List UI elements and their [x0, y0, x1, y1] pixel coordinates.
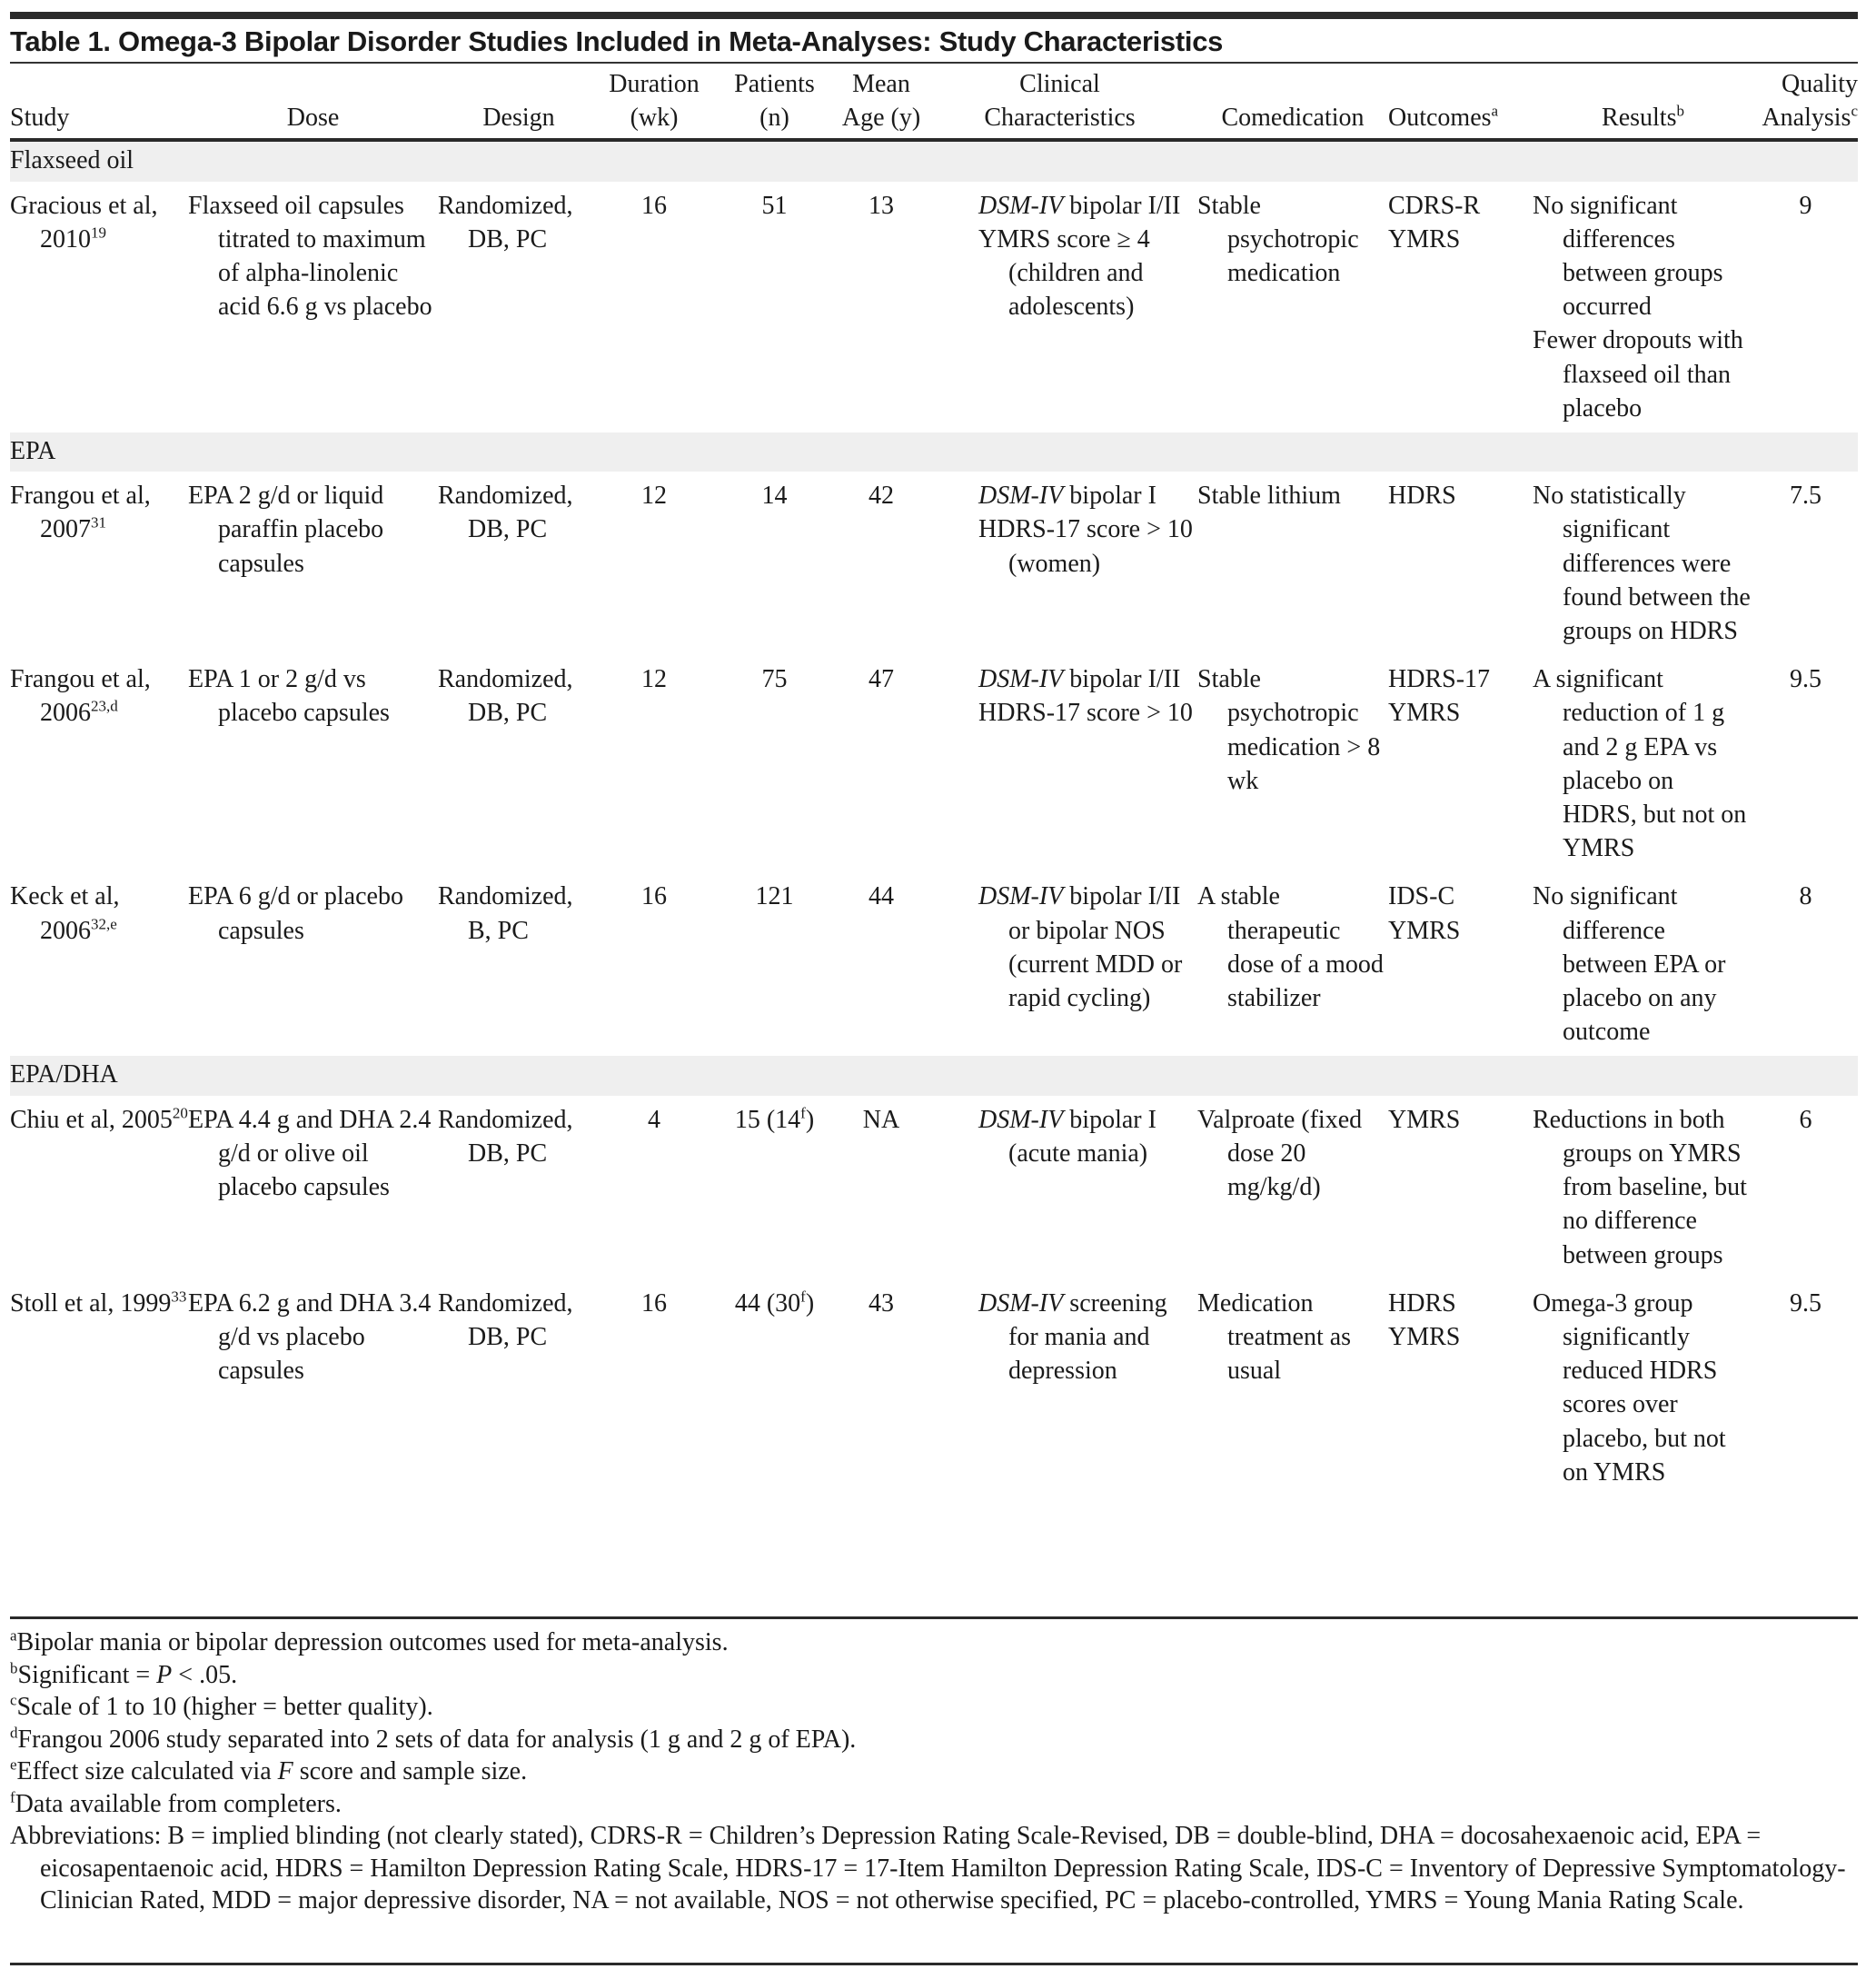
study-characteristics-table: [10, 67, 1858, 1497]
footnote-mark: d: [10, 1724, 18, 1742]
comedication-cell: [1197, 1279, 1388, 1497]
results-cell: [1533, 182, 1753, 433]
col-results-label: Results: [1602, 104, 1677, 133]
footnote-ref: f: [800, 1288, 806, 1306]
footnote-mark: c: [10, 1691, 17, 1709]
patients-count: 44 (30: [734, 1288, 801, 1318]
study-citation: Keck et al, 2006: [10, 882, 120, 945]
col-age-line2: Age (y): [841, 104, 921, 133]
abbreviations: Abbreviations: B = implied blinding (not clearly stated), CDRS-R = Children’s Depression Rating Scale-Revised, DB = double-blind, DHA = docosahexaenoic acid, EPA = eicosapentaenoic acid, HDRS = Hamilton Depression Rating Scale, HDRS-17 = 17-Item Hamilton Depression Rating Scale, IDS-C = Inventory of Depressive Symptomatology-Clinician Rated, MDD = major depressive disorder, NA = not available, NOS = not otherwise specified, PC = placebo-controlled, YMRS = Young Mania Rating Scale.: [10, 1822, 1846, 1914]
comedication-cell: [1197, 182, 1388, 433]
footnote-text: Frangou 2006 study separated into 2 sets of data for analysis (1 g and 2 g of EPA).: [17, 1725, 857, 1754]
age-cell: 42: [869, 482, 894, 511]
patients-cell: [709, 182, 840, 433]
result-paragraph: No statistically significant differences were found between the groups on HDRS: [1533, 482, 1751, 646]
dose-text: EPA 4.4 g and DHA 2.4 g/d or olive oil placebo capsules: [188, 1105, 432, 1202]
study-cell: [10, 1096, 188, 1279]
design-cell: [438, 1279, 600, 1497]
design-cell: [438, 182, 600, 433]
patients-cell: [709, 655, 840, 872]
patients-count: 121: [755, 882, 794, 911]
footnote-text: Scale of 1 to 10 (higher = better quality).: [16, 1693, 433, 1721]
criteria-name: DSM-IV: [978, 1105, 1064, 1134]
study-name: [10, 1287, 188, 1320]
table-title: Table 1. Omega-3 Bipolar Disorder Studies Included in Meta-Analyses: Study Characteristics: [10, 25, 1224, 57]
col-duration-line2: (wk): [630, 104, 679, 133]
reference-superscript: 32,e: [91, 915, 117, 933]
reference-superscript: 19: [91, 224, 106, 242]
comedication-text: Stable psychotropic medication > 8 wk: [1197, 665, 1381, 795]
outcome-item: YMRS: [1388, 916, 1461, 945]
outcome-item: HDRS: [1388, 482, 1456, 511]
results-cell: [1533, 472, 1753, 655]
design-text: Randomized, DB, PC: [438, 191, 573, 254]
dose-text: EPA 2 g/d or liquid paraffin placebo capsules: [188, 482, 384, 578]
col-patients-line2: (n): [759, 104, 789, 133]
dose-cell: [188, 872, 438, 1056]
clinical-paragraph: [978, 223, 1197, 324]
comedication-text: Stable psychotropic medication: [1197, 191, 1359, 288]
footnote: [10, 1691, 1858, 1724]
study-name: [10, 1103, 188, 1137]
reference-superscript: 23,d: [91, 698, 118, 716]
results-cell: [1533, 1279, 1753, 1497]
footnote-text: Significant =: [17, 1660, 157, 1689]
footnote: [10, 1755, 1858, 1788]
dose-text: Flaxseed oil capsules titrated to maximum of alpha-linolenic acid 6.6 g vs placebo: [188, 191, 432, 322]
footnote-mark: b: [10, 1659, 18, 1677]
patients-cell: [709, 472, 840, 655]
duration-cell: 16: [641, 1288, 667, 1318]
quality-cell: 9.5: [1790, 1288, 1821, 1318]
table-row: [10, 655, 1858, 872]
dose-cell: [188, 472, 438, 655]
clinical-paragraph: [978, 479, 1197, 512]
col-design: Design: [438, 67, 600, 140]
result-paragraph: No significant differences between groups occurred: [1533, 191, 1723, 322]
clinical-cell: [922, 472, 1197, 655]
top-rule: [10, 12, 1858, 19]
footnote: [10, 1659, 1858, 1692]
reference-superscript: 31: [91, 514, 106, 532]
col-age-line1: Mean: [852, 70, 910, 98]
design-text: Randomized, DB, PC: [438, 482, 573, 544]
clinical-paragraph: [978, 189, 1197, 223]
outcomes-cell: [1388, 472, 1533, 655]
study-name: [10, 479, 188, 546]
duration-cell: 16: [641, 191, 667, 220]
clinical-text: screening for mania and depression: [1008, 1288, 1167, 1386]
clinical-paragraph: [978, 662, 1197, 696]
clinical-paragraph: [978, 1103, 1197, 1170]
design-cell: [438, 655, 600, 872]
comedication-cell: [1197, 872, 1388, 1056]
table-row: [10, 872, 1858, 1056]
quality-cell: 6: [1799, 1105, 1812, 1134]
quality-cell: 9: [1799, 191, 1812, 220]
col-patients: [709, 67, 840, 140]
criteria-name: DSM-IV: [978, 665, 1064, 694]
footnote-ref: f: [800, 1104, 806, 1122]
clinical-paragraph: [978, 1287, 1197, 1388]
reference-superscript: 33: [171, 1288, 187, 1306]
footnote-mark: f: [10, 1788, 15, 1806]
outcome-item: HDRS: [1388, 1288, 1456, 1318]
comedication-text: Medication treatment as usual: [1197, 1288, 1352, 1386]
section-label: EPA/DHA: [10, 1056, 1858, 1095]
clinical-text: YMRS score ≥ 4 (children and adolescents): [978, 224, 1150, 322]
table-body: [10, 140, 1858, 1497]
duration-cell: 12: [641, 482, 667, 511]
section-label: EPA: [10, 433, 1858, 472]
footnote-mark: a: [10, 1626, 17, 1645]
patients-count: 14: [761, 482, 788, 511]
patients-count: 51: [761, 191, 788, 220]
age-cell: NA: [862, 1105, 900, 1134]
reference-superscript: 20: [172, 1104, 188, 1122]
section-label: Flaxseed oil: [10, 140, 1858, 181]
criteria-name: DSM-IV: [978, 482, 1064, 511]
table-row: [10, 1096, 1858, 1279]
dose-cell: [188, 1096, 438, 1279]
clinical-text: bipolar I/II or bipolar NOS (current MDD or rapid cycling): [1008, 882, 1183, 1013]
clinical-text: HDRS-17 score > 10: [978, 699, 1193, 728]
footnote-italic: P: [156, 1660, 173, 1689]
title-rule: [10, 62, 1858, 64]
quality-cell: 8: [1799, 882, 1812, 911]
study-name: [10, 189, 188, 256]
clinical-cell: [922, 1096, 1197, 1279]
duration-cell: 12: [641, 665, 667, 694]
clinical-cell: [922, 872, 1197, 1056]
footnote-text: Effect size calculated via: [16, 1757, 278, 1785]
col-clinical-line2: Characteristics: [984, 104, 1136, 133]
age-cell: 43: [869, 1288, 894, 1318]
col-duration-line1: Duration: [609, 70, 700, 98]
outcome-item: YMRS: [1388, 1322, 1461, 1351]
footnote-ref: c: [1851, 102, 1858, 120]
table-row: [10, 472, 1858, 655]
design-cell: [438, 1096, 600, 1279]
clinical-text: bipolar I/II: [1063, 665, 1181, 694]
footnote: [10, 1626, 1858, 1659]
comedication-cell: [1197, 655, 1388, 872]
bottom-rule: [10, 1963, 1858, 1965]
study-cell: [10, 655, 188, 872]
patients-cell: [709, 1096, 840, 1279]
result-paragraph: Omega-3 group significantly reduced HDRS scores over placebo, but not on YMRS: [1533, 1288, 1726, 1487]
study-cell: [10, 182, 188, 433]
study-citation: Gracious et al, 2010: [10, 191, 158, 254]
col-clinical: [922, 67, 1197, 140]
patients-close: ): [805, 1105, 815, 1134]
patients-count: 75: [761, 665, 788, 694]
comedication-text: A stable therapeutic dose of a mood stabilizer: [1197, 882, 1384, 1013]
clinical-text: bipolar I: [1063, 482, 1156, 511]
criteria-name: DSM-IV: [978, 882, 1064, 911]
design-cell: [438, 472, 600, 655]
study-citation: Frangou et al, 2007: [10, 482, 151, 544]
result-paragraph: Fewer dropouts with flaxseed oil than placebo: [1533, 326, 1743, 423]
footnote-italic: F: [277, 1757, 293, 1785]
clinical-text: HDRS-17 score > 10 (women): [978, 515, 1193, 578]
clinical-paragraph: [978, 696, 1197, 730]
clinical-text: bipolar I (acute mania): [1008, 1105, 1156, 1168]
outcomes-cell: [1388, 872, 1533, 1056]
study-name: [10, 880, 188, 947]
dose-cell: [188, 655, 438, 872]
criteria-name: DSM-IV: [978, 1288, 1064, 1318]
criteria-name: DSM-IV: [978, 191, 1064, 220]
outcomes-cell: [1388, 1096, 1533, 1279]
clinical-cell: [922, 655, 1197, 872]
age-cell: 13: [869, 191, 894, 220]
comedication-cell: [1197, 1096, 1388, 1279]
footnote-text: score and sample size.: [293, 1757, 528, 1785]
clinical-cell: [922, 182, 1197, 433]
footnote: [10, 1724, 1858, 1756]
design-text: Randomized, DB, PC: [438, 665, 573, 728]
table-row: [10, 182, 1858, 433]
study-cell: [10, 1279, 188, 1497]
results-cell: [1533, 1096, 1753, 1279]
comedication-cell: [1197, 472, 1388, 655]
clinical-paragraph: [978, 512, 1197, 580]
footnote: [10, 1788, 1858, 1821]
outcomes-cell: [1388, 1279, 1533, 1497]
header-row: [10, 67, 1858, 140]
section-row: [10, 140, 1858, 181]
study-citation: Stoll et al, 1999: [10, 1288, 172, 1318]
dose-cell: [188, 182, 438, 433]
outcome-item: CDRS-R: [1388, 191, 1481, 220]
study-cell: [10, 472, 188, 655]
design-text: Randomized, DB, PC: [438, 1105, 573, 1168]
quality-cell: 9.5: [1790, 665, 1821, 694]
comedication-text: Valproate (fixed dose 20 mg/kg/d): [1197, 1105, 1363, 1202]
design-text: Randomized, DB, PC: [438, 1288, 573, 1351]
study-cell: [10, 872, 188, 1056]
clinical-paragraph: [978, 880, 1197, 1015]
table-row: [10, 1279, 1858, 1497]
footnote-ref: b: [1676, 102, 1684, 120]
dose-text: EPA 6 g/d or placebo capsules: [188, 882, 403, 945]
study-name: [10, 662, 188, 730]
clinical-cell: [922, 1279, 1197, 1497]
age-cell: 47: [869, 665, 894, 694]
col-comedication: Comedication: [1197, 67, 1388, 140]
outcome-item: YMRS: [1388, 224, 1461, 254]
study-citation: Frangou et al, 2006: [10, 665, 151, 728]
col-outcomes-label: Outcomes: [1388, 104, 1492, 133]
footnote-mark: e: [10, 1755, 17, 1774]
results-cell: [1533, 655, 1753, 872]
results-cell: [1533, 872, 1753, 1056]
result-paragraph: Reductions in both groups on YMRS from baseline, but no difference between groups: [1533, 1105, 1747, 1269]
patients-cell: [709, 872, 840, 1056]
patients-close: ): [805, 1288, 815, 1318]
quality-cell: 7.5: [1790, 482, 1821, 511]
duration-cell: 16: [641, 882, 667, 911]
footnote-text: Data available from completers.: [15, 1789, 342, 1818]
col-clinical-line1: Clinical: [1019, 70, 1100, 98]
study-citation: Chiu et al, 2005: [10, 1105, 173, 1134]
outcome-item: YMRS: [1388, 699, 1461, 728]
outcomes-cell: [1388, 182, 1533, 433]
duration-cell: 4: [648, 1105, 660, 1134]
col-results: [1533, 67, 1753, 140]
comedication-text: Stable lithium: [1197, 482, 1341, 511]
col-quality-line2: Analysis: [1762, 104, 1851, 133]
col-duration: [600, 67, 709, 140]
col-quality-line1: Quality: [1782, 70, 1858, 98]
col-study: Study: [10, 67, 188, 140]
table-footnotes: [10, 1616, 1858, 1917]
outcome-item: HDRS-17: [1388, 665, 1491, 694]
dose-text: EPA 6.2 g and DHA 3.4 g/d vs placebo capsules: [188, 1288, 432, 1386]
outcome-item: YMRS: [1388, 1105, 1461, 1134]
patients-count: 15 (14: [734, 1105, 801, 1134]
design-cell: [438, 872, 600, 1056]
section-row: [10, 433, 1858, 472]
col-patients-line1: Patients: [734, 70, 815, 98]
clinical-text: bipolar I/II: [1063, 191, 1181, 220]
dose-text: EPA 1 or 2 g/d vs placebo capsules: [188, 665, 390, 728]
outcomes-cell: [1388, 655, 1533, 872]
outcome-item: IDS-C: [1388, 882, 1455, 911]
footnote-text: < .05.: [172, 1660, 238, 1689]
col-dose: Dose: [188, 67, 438, 140]
patients-cell: [709, 1279, 840, 1497]
footnote-text: Bipolar mania or bipolar depression outcomes used for meta-analysis.: [16, 1628, 729, 1656]
footnote-ref: a: [1491, 102, 1499, 120]
age-cell: 44: [869, 882, 894, 911]
col-outcomes: [1388, 67, 1533, 140]
result-paragraph: A significant reduction of 1 g and 2 g EPA vs placebo on HDRS, but not on YMRS: [1533, 665, 1747, 863]
result-paragraph: No significant difference between EPA or placebo on any outcome: [1533, 882, 1726, 1047]
dose-cell: [188, 1279, 438, 1497]
col-quality: [1753, 67, 1858, 140]
section-row: [10, 1056, 1858, 1095]
col-age: [840, 67, 922, 140]
design-text: Randomized, B, PC: [438, 882, 573, 945]
